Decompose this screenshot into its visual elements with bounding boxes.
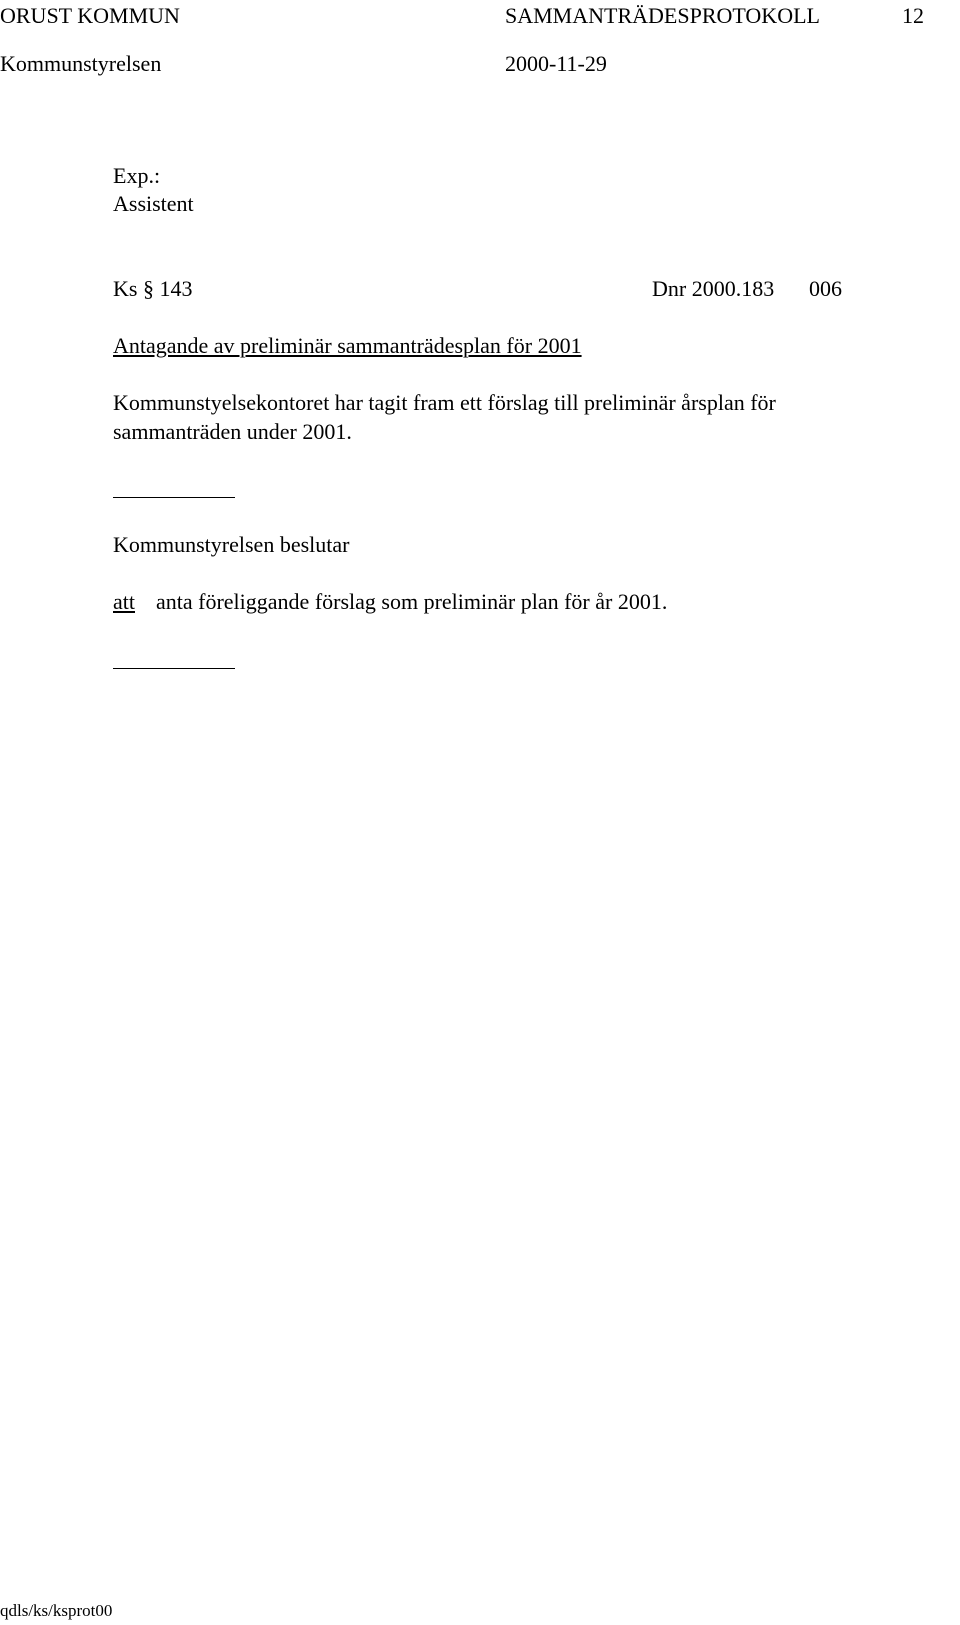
separator-rule	[113, 497, 235, 498]
diary-code: 006	[809, 276, 842, 301]
att-label: att	[113, 589, 135, 614]
decision-heading: Kommunstyrelsen beslutar	[113, 532, 350, 557]
paragraph-number: Ks § 143	[113, 276, 193, 301]
document-type: SAMMANTRÄDESPROTOKOLL	[505, 3, 820, 28]
footer-path: qdls/ks/ksprot00	[0, 1601, 113, 1620]
separator-rule	[113, 668, 235, 669]
diary-number: Dnr 2000.183	[652, 276, 775, 301]
item-title: Antagande av preliminär sammanträdesplan för 2001	[113, 333, 582, 358]
body-text-line-2: sammanträden under 2001.	[113, 419, 352, 444]
expedition-label: Exp.:	[113, 163, 161, 188]
org-name: ORUST KOMMUN	[0, 3, 180, 28]
expedition-recipient: Assistent	[113, 191, 194, 216]
body-text-line-1: Kommunstyelsekontoret har tagit fram ett förslag till preliminär årsplan för	[113, 390, 776, 415]
meeting-body: Kommunstyrelsen	[0, 51, 162, 76]
meeting-date: 2000-11-29	[505, 51, 607, 76]
page-number: 12	[902, 3, 924, 28]
decision-text: anta föreliggande förslag som preliminär plan för år 2001.	[156, 589, 668, 614]
